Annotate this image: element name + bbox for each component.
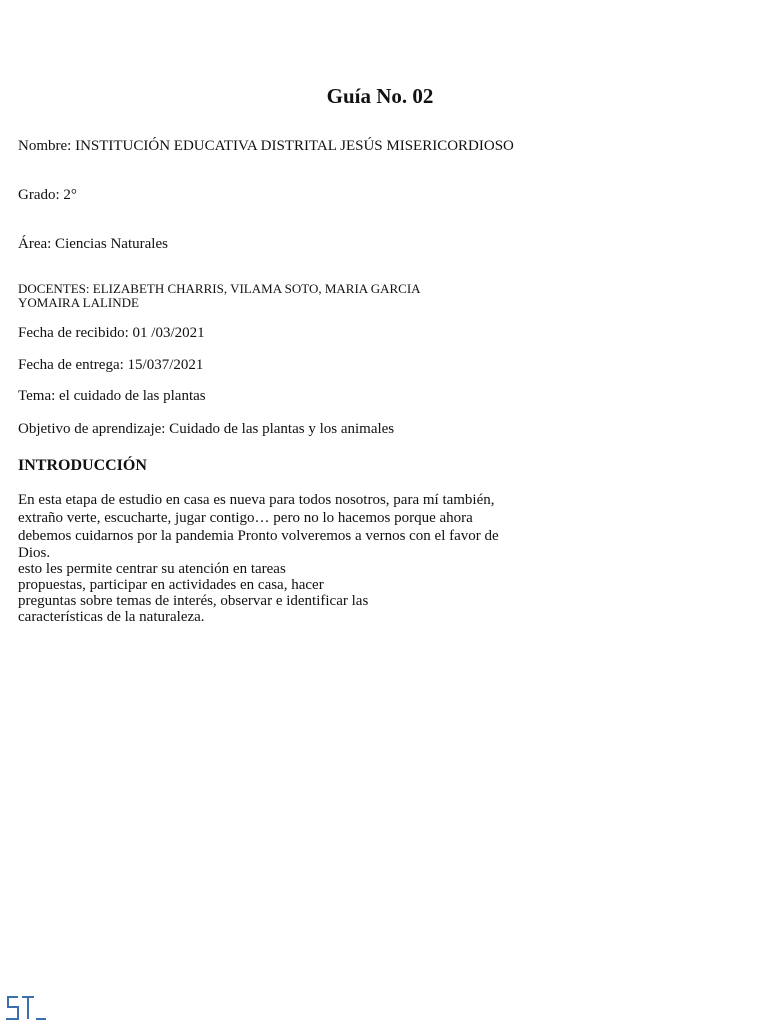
fecha-recibido-line: Fecha de recibido: 01 /03/2021 (18, 325, 205, 341)
docentes-line-1: DOCENTES: ELIZABETH CHARRIS, VILAMA SOTO, MARIA GARCIA (18, 281, 421, 296)
page-title: Guía No. 02 (326, 84, 434, 108)
objetivo-line: Objetivo de aprendizaje: Cuidado de las plantas y los animales (18, 421, 395, 437)
introduccion-heading: INTRODUCCIÓN (18, 457, 147, 474)
intro-line: En esta etapa de estudio en casa es nueva para todos nosotros, para mí también, (18, 492, 495, 508)
fecha-entrega-line: Fecha de entrega: 15/037/2021 (18, 357, 204, 373)
docentes-line-2: YOMAIRA LALINDE (18, 295, 139, 310)
tema-line: Tema: el cuidado de las plantas (18, 388, 206, 404)
st-logo-icon (4, 993, 48, 1023)
intro-line: propuestas, participar en actividades en casa, hacer (18, 577, 324, 593)
nombre-line: Nombre: INSTITUCIÓN EDUCATIVA DISTRITAL JESÚS MISERICORDIOSO (18, 138, 514, 154)
introduccion-body (18, 491, 499, 625)
intro-line: extraño verte, escucharte, jugar contigo… pero no lo hacemos porque ahora (18, 510, 473, 526)
intro-line: debemos cuidarnos por la pandemia Pronto volveremos a vernos con el favor de (18, 528, 499, 544)
intro-line: esto les permite centrar su atención en tareas (18, 561, 286, 577)
intro-line: preguntas sobre temas de interés, observar e identificar las (18, 593, 369, 609)
area-line: Área: Ciencias Naturales (18, 236, 168, 252)
grado-line: Grado: 2° (18, 187, 77, 203)
intro-line: Dios. (18, 545, 51, 561)
intro-line: características de la naturaleza. (18, 609, 205, 625)
